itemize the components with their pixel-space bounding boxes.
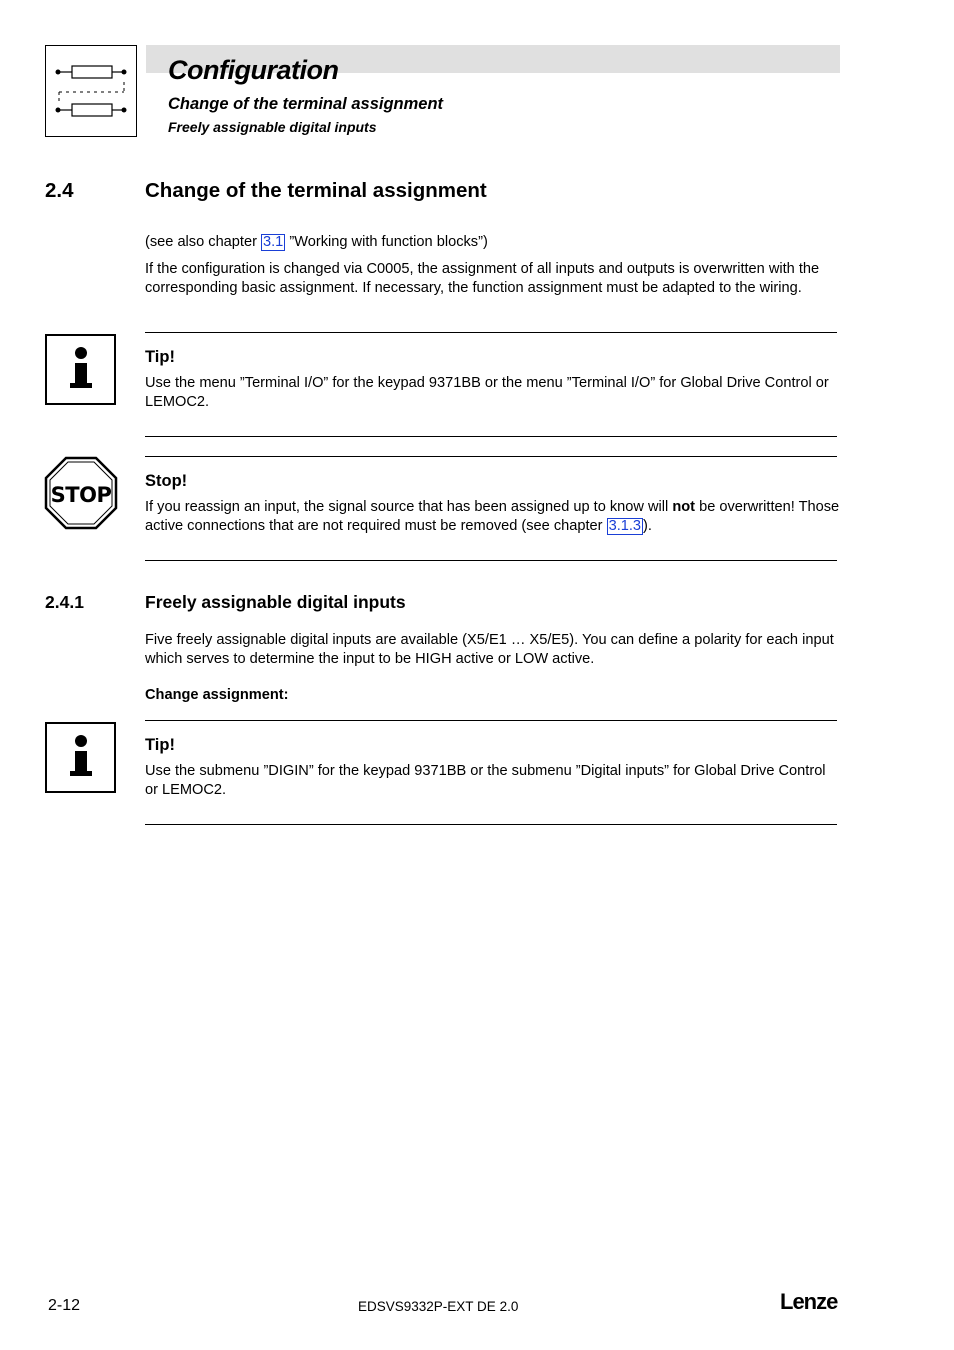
stop-bottom-rule	[145, 560, 837, 561]
tip1-bottom-rule	[145, 436, 837, 437]
stop-top-rule	[145, 456, 837, 457]
section-title: Change of the terminal assignment	[145, 179, 487, 202]
tip2-heading: Tip!	[145, 736, 175, 754]
intro-paragraph: If the configuration is changed via C0005, the assignment of all inputs and outputs is overwritten with the corresponding basic assignment. If necessary, the function assignment must be adapted to the wiring.	[145, 261, 820, 296]
tip2-top-rule	[145, 720, 837, 721]
see-also-paragraph	[145, 233, 841, 252]
subsection-paragraph: Five freely assignable digital inputs are available (X5/E1 … X5/E5). You can define a polarity for each input which serves to determine the input to be HIGH active or LOW active.	[145, 632, 834, 667]
tip1-heading: Tip!	[145, 348, 175, 366]
stop-heading: Stop!	[145, 472, 188, 490]
see-also-suffix: ”Working with function blocks”)	[285, 234, 488, 250]
tip1-top-rule	[145, 332, 837, 333]
tip2-text: Use the submenu ”DIGIN” for the keypad 9371BB or the submenu ”Digital inputs” for Global Drive Control or LEMOC2.	[145, 763, 826, 798]
header-subsubtitle: Freely assignable digital inputs	[168, 119, 377, 135]
see-also-prefix: (see also chapter	[145, 234, 262, 250]
chapter-logo	[45, 45, 137, 137]
section-number: 2.4	[45, 179, 74, 202]
stop-sign-icon	[44, 456, 118, 530]
header-subtitle: Change of the terminal assignment	[168, 95, 444, 113]
brand-logo: Lenze	[780, 1289, 838, 1314]
document-id: EDSVS9332P-EXT DE 2.0	[358, 1299, 519, 1314]
info-icon	[45, 722, 116, 793]
header-title: Configuration	[168, 55, 339, 85]
page-number: 2-12	[48, 1297, 81, 1314]
stop-text: If you reassign an input, the signal source that has been assigned up to know will not be overwritten! Those active connections that are not required must be removed (see chapter 3.1.3 ).	[145, 499, 840, 534]
chapter-link-3-1-3[interactable]: 3.1.3	[608, 517, 642, 534]
change-assignment-label: Change assignment:	[145, 687, 289, 703]
tip1-text: Use the menu ”Terminal I/O” for the keypad 9371BB or the menu ”Terminal I/O” for Global Drive Control or LEMOC2.	[145, 375, 829, 410]
stop-icon-text: STOP	[50, 483, 112, 507]
subsection-number: 2.4.1	[45, 592, 84, 612]
subsection-title: Freely assignable digital inputs	[145, 592, 406, 612]
tip2-bottom-rule	[145, 824, 837, 825]
info-icon	[45, 334, 116, 405]
chapter-link-3-1[interactable]: 3.1	[263, 234, 284, 250]
terminal-diagram-icon	[46, 46, 136, 136]
